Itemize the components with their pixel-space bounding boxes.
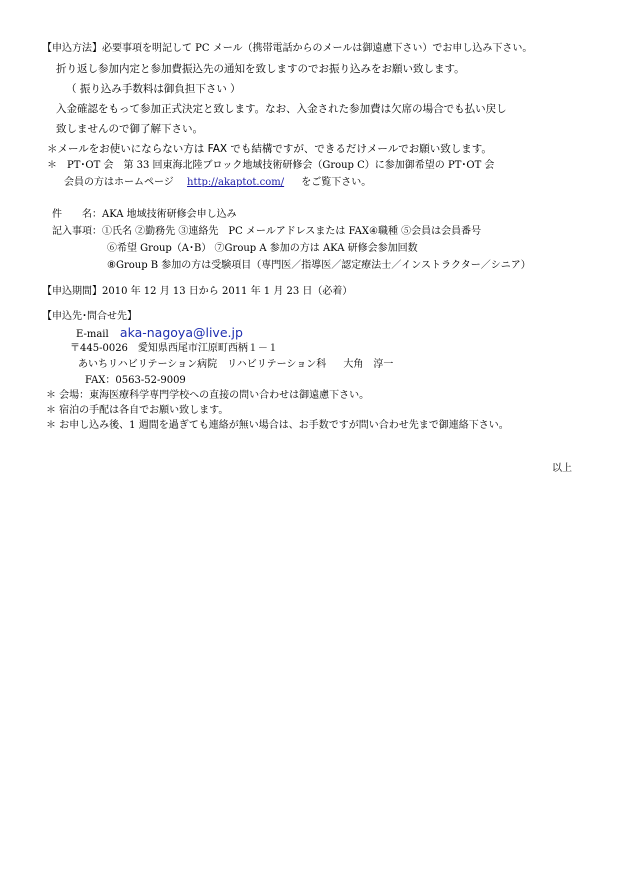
application-period: 【申込期間】2010 年 12 月 13 日から 2011 年 1 月 23 日（必着） — [42, 286, 353, 297]
email-row — [76, 326, 243, 342]
items-line-1: ：①氏名 ②勤務先 ③連絡先 PC メールアドレスまたは FAX④職種 ⑤会員は会員番号 — [92, 226, 482, 237]
payment-notice-line: 折り返し参加内定と参加費振込先の通知を致しますのでお振り込みをお願い致します。 — [56, 63, 465, 75]
transfer-fee-note: （ 振り込み手数料は御負担下さい ） — [66, 83, 241, 95]
hospital-row — [78, 358, 393, 372]
contact-person: 大角 淳一 — [343, 359, 394, 370]
items-label: 記入事項 — [52, 226, 92, 237]
confirmation-line-2: 致しませんので御了解下さい。 — [56, 123, 203, 135]
closing-mark: 以上 — [552, 463, 572, 474]
confirmation-line-1: 入金確認をもって参加正式決定と致します。なお、入金された参加費は欠席の場合でも払い戻し — [56, 103, 507, 115]
subject-label: 件 名 — [52, 209, 92, 220]
member-note-suffix: をご覧下さい。 — [301, 177, 372, 188]
fax-number: FAX：0563-52-9009 — [85, 375, 186, 386]
member-note-prefix: 会員の方はホームページ — [64, 177, 174, 188]
hospital-name: あいちリハビリテーション病院 リハビリテーション科 — [78, 359, 327, 370]
subject-value: ：AKA 地域技術研修会申し込み — [92, 209, 237, 220]
postal-address: 〒445-0026 愛知県西尾市江原町西柄１－１ — [70, 343, 278, 354]
contact-email-link[interactable]: aka-nagoya@live.jp — [119, 325, 243, 340]
application-method-line: 【申込方法】必要事項を明記して PC メール（携帯電話からのメールは御遠慮下さい）でお申し込み下さい。 — [42, 43, 533, 54]
fax-note: ＊メールをお使いにならない方は FAX でも結構ですが、できるだけメールでお願い致します。 — [47, 143, 492, 155]
member-note-line-1: ＊ PT･OT 会 第 33 回東海北陸ブロック地域技術研修会（Group C）に参加御希望の PT･OT 会 — [47, 160, 495, 171]
note-venue: ＊ 会場：東海医療科学専門学校への直接の問い合わせは御遠慮下さい。 — [46, 390, 370, 401]
items-row-1 — [52, 225, 481, 239]
note-followup: ＊ お申し込み後、1 週間を過ぎても連絡が無い場合は、お手数ですが問い合わせ先まで御連絡下さい。 — [46, 420, 509, 431]
email-label: E-mail — [76, 329, 109, 340]
homepage-link[interactable]: http://akaptot.com/ — [187, 177, 285, 188]
member-note-line-2 — [64, 176, 371, 190]
items-line-3: ⑧Group B 参加の方は受験項目（専門医／指導医／認定療法士／インストラクター／シニア） — [107, 260, 531, 271]
contact-header: 【申込先･問合せ先】 — [42, 311, 137, 322]
items-line-2: ⑥希望 Group（A･B） ⑦Group A 参加の方は AKA 研修会参加回数 — [107, 243, 418, 254]
note-lodging: ＊ 宿泊の手配は各自でお願い致します。 — [46, 405, 229, 416]
subject-row — [52, 208, 237, 222]
